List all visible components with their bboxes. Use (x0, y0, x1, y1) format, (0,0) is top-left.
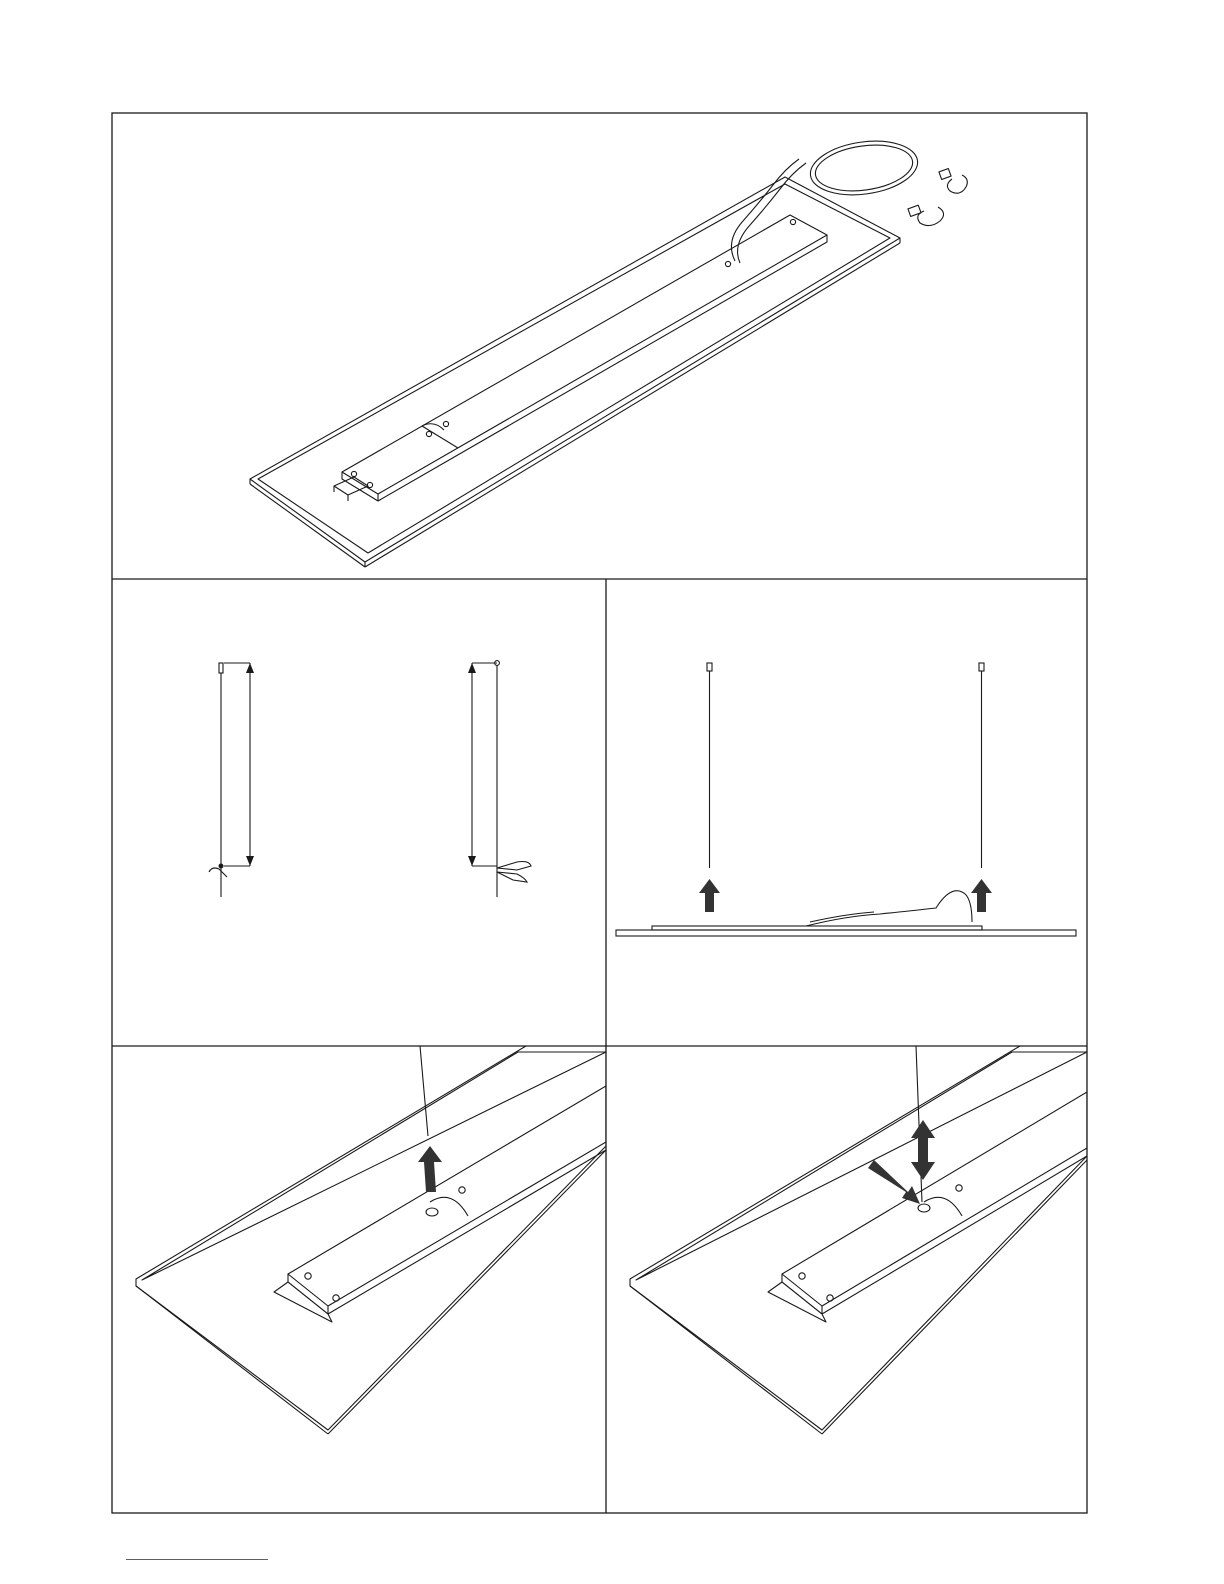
led-panel-frame (250, 177, 900, 562)
cable-gripper (426, 1208, 438, 1216)
step-panel-hang-panel (606, 579, 1087, 1046)
measure-arrows (219, 663, 477, 869)
suspension-fitting-1 (939, 169, 967, 194)
panel-closeup-frame (630, 1046, 1087, 1430)
adjust-height-illustration (606, 1046, 1087, 1513)
cable-gripper (918, 1204, 930, 1212)
panel-side-view (616, 930, 1076, 936)
step-panel-adjust-height (606, 1046, 1087, 1513)
suspension-cable-closeup (420, 1046, 428, 1136)
cord-side-view (806, 891, 972, 926)
led-panel-inner (258, 184, 890, 553)
up-down-arrow (911, 1120, 935, 1180)
pliers (497, 862, 531, 883)
measure-cable-illustration (112, 579, 606, 1046)
driver-box-closeup (782, 1092, 1087, 1306)
step-panel-measure-cable (112, 579, 606, 1046)
suspension-fitting-2 (908, 205, 944, 225)
driver-box (342, 215, 827, 494)
driver-box-closeup (288, 1086, 606, 1306)
overview-illustration (112, 113, 1087, 579)
panel-closeup-frame (136, 1046, 606, 1430)
step-panel-overview (112, 113, 1087, 579)
press-arrow (868, 1160, 920, 1204)
power-cord (731, 159, 799, 261)
insert-cable-illustration (112, 1046, 606, 1513)
hang-panel-illustration (606, 579, 1087, 1046)
footer-link-underline[interactable] (126, 1556, 268, 1560)
step-panel-insert-cable (112, 1046, 606, 1513)
cord-coil (807, 135, 921, 202)
lift-arrows (699, 879, 992, 912)
